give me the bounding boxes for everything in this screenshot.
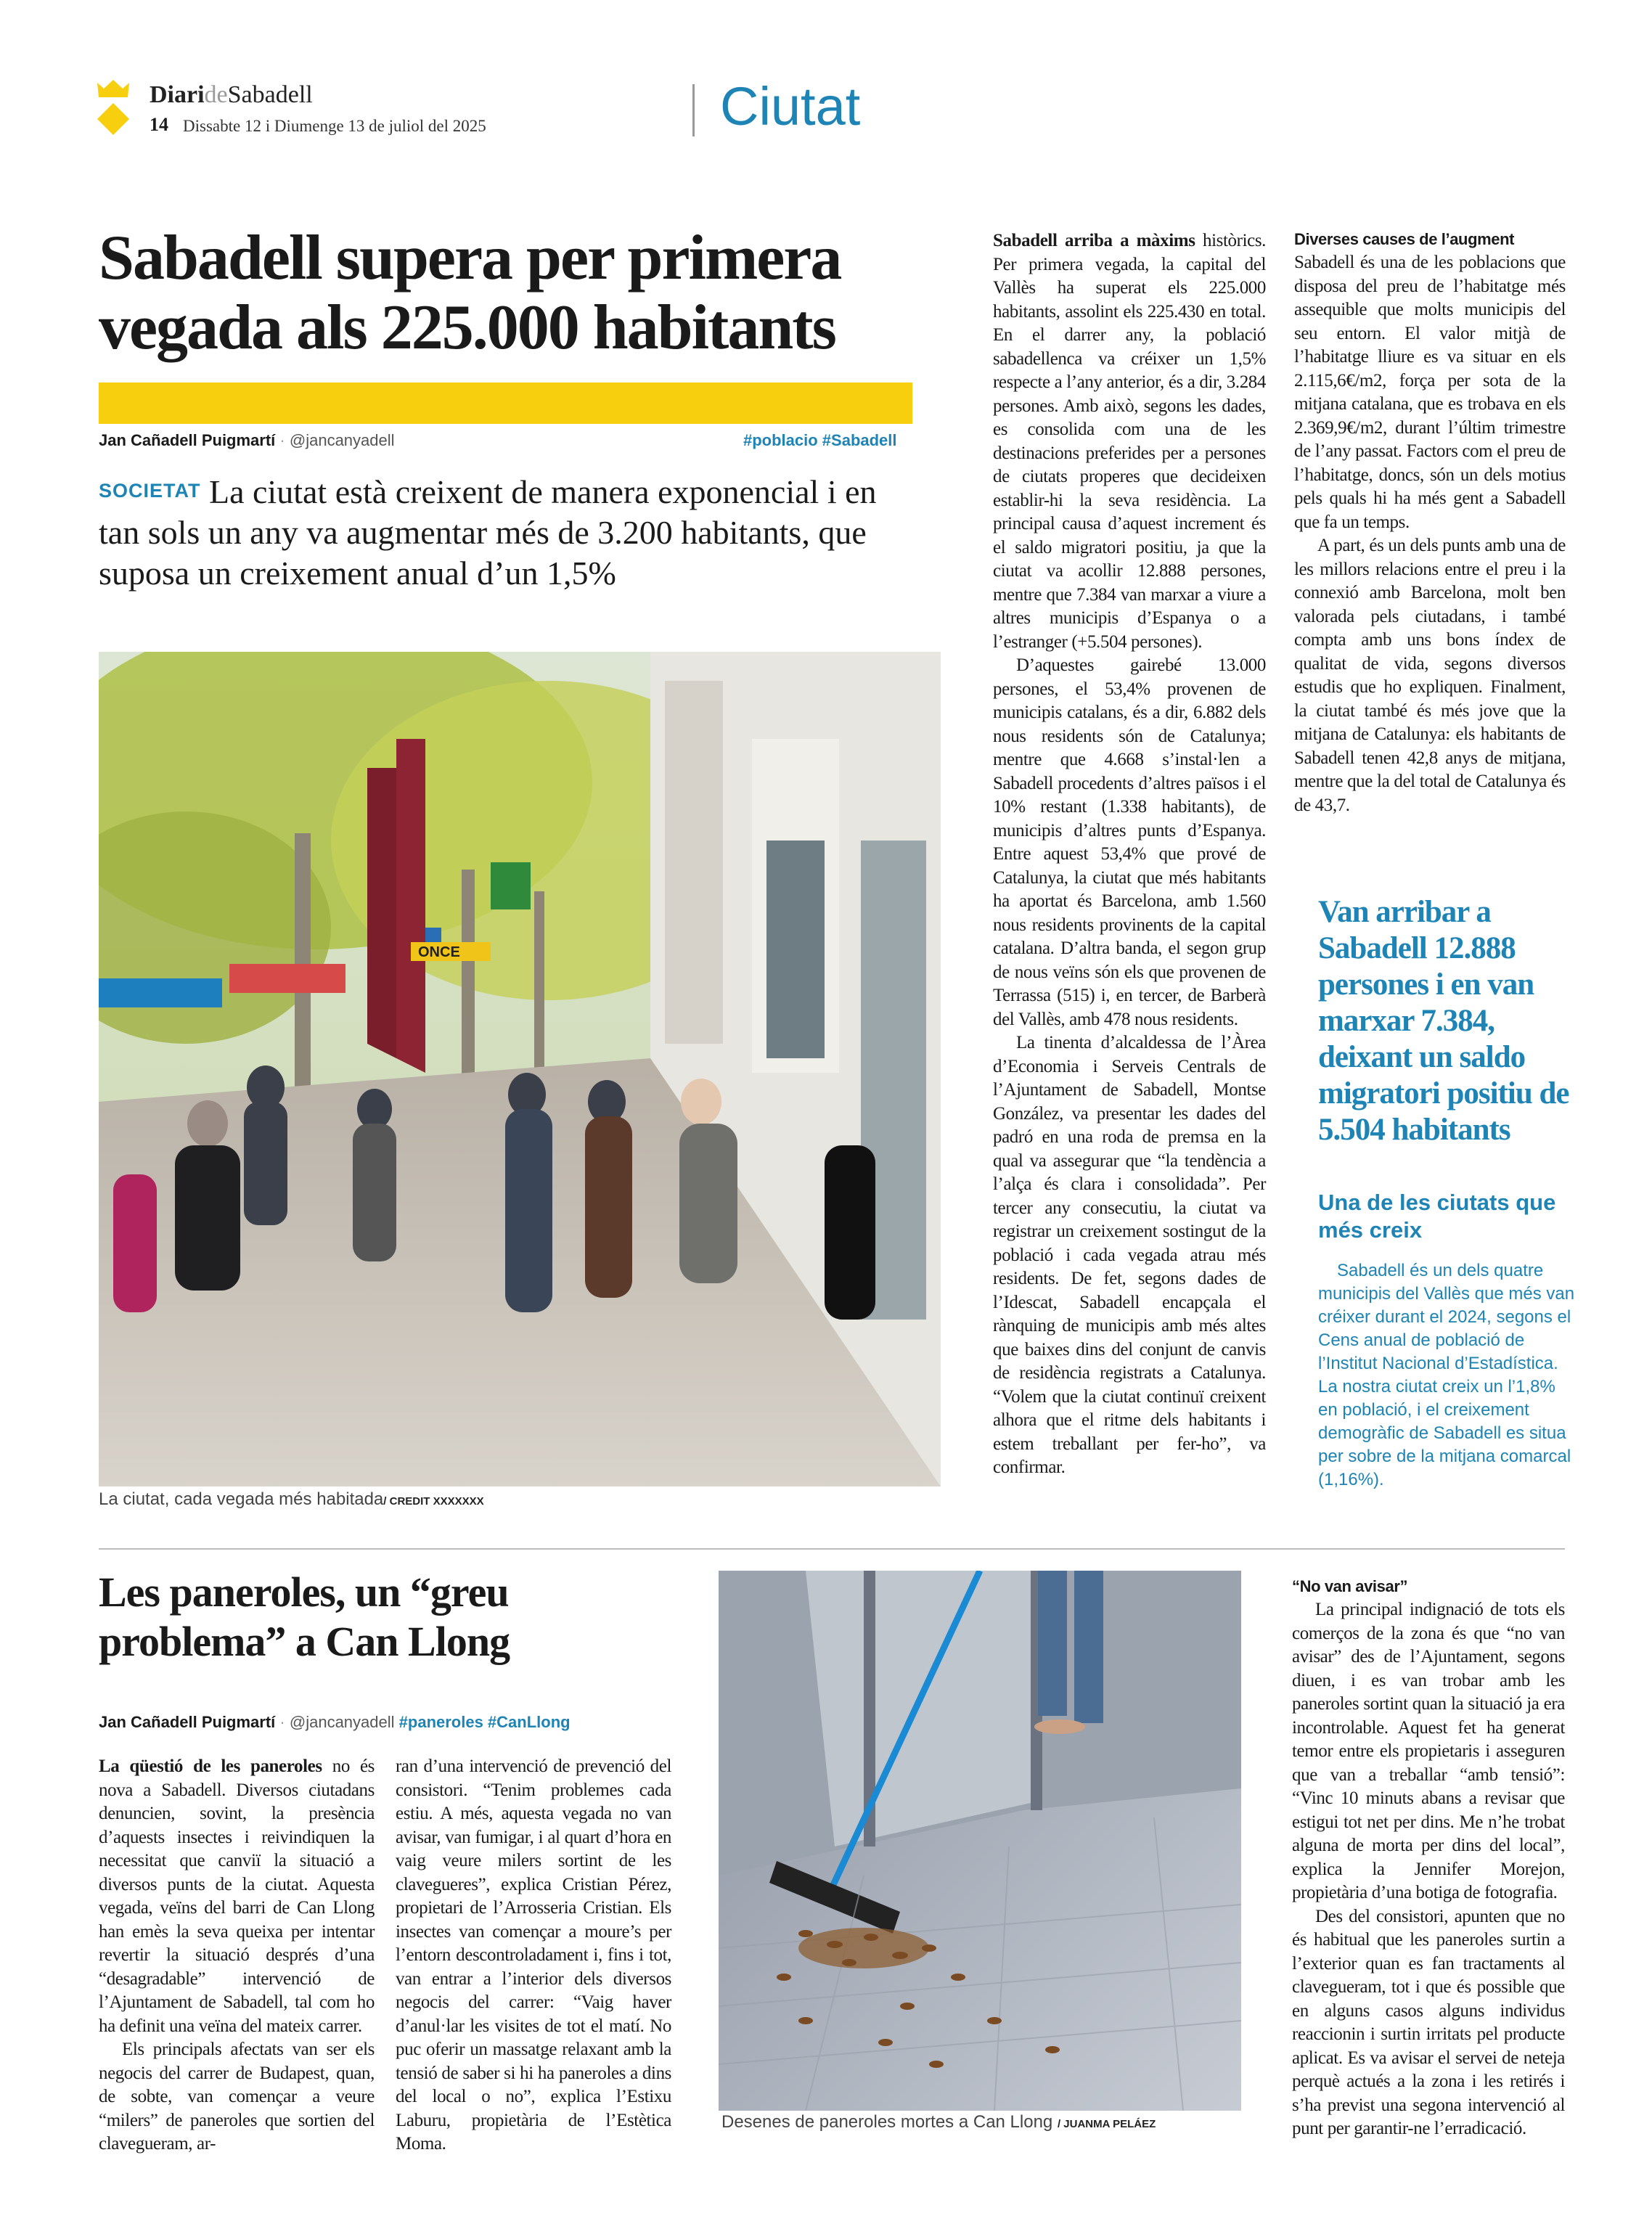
author-name: Jan Cañadell Puigmartí (99, 1713, 276, 1731)
column-subhead: “No van avisar” (1292, 1577, 1408, 1595)
lead-in: Sabadell arriba a màxims (993, 231, 1195, 250)
author-handle[interactable]: @jancanyadell (289, 431, 395, 449)
section-divider (692, 84, 695, 136)
article2-headline: Les paneroles, un “greu problema” a Can Llong (99, 1569, 510, 1665)
paragraph: Des del consistori, apunten que no és habitual que les paneroles surtin a l’exterior quan es fan tractaments al clavegueram, tot i que és possible que en alguns casos alguns individus reaccionin i surtin irritats pel producte aplicat. Es va avisar el servei de neteja perquè actués a la zona i les retirés i s’ha previst una segona intervenció al punt per garantir-ne l’erradicació. (1292, 1906, 1565, 2138)
paragraph: A part, és un dels punts amb una de les millors relacions entre el preu i la connexió amb Barcelona, molt ben valorada pels ciutadans, i també compta amb uns bons índex de qualitat de vida, segons diversos estudis que ho expliquen. Finalment, la ciutat també és més jove que la mitjana de Catalunya: els habitants de Sabadell tenen 42,8 anys de mitjana, mentre que la del total de Catalunya és de 43,7. (1294, 536, 1566, 815)
lede-text: La ciutat està creixent de manera exponencial i en tan sols un any va augmentar més de 3.200 habitants, que suposa un creixement anual d’un 1,5% (99, 473, 877, 592)
paragraph: Sabadell arriba a màxims històrics. Per primera vegada, la capital del Vallès ha superat els 225.000 habitants, assolint els 225.430 en total. En el darrer any, la població sabadellenca va créixer un 1,5% respecte a l’any anterior, és a dir, 3.284 persones. Amb això, segons les dades, es consolida com una de les destinacions preferides per a persones de ciutats properes que decideixen establir-hi la seva residència. La principal causa d’aquest increment és el saldo migratori positiu, ja que la ciutat va acollir 12.888 persones, mentre que 7.384 van marxar a viure a altres municipis d’Espanya o a l’estranger (+5.504 persones). (993, 231, 1266, 652)
column-subhead: Diverses causes de l’augment (1294, 230, 1515, 248)
article2-column-3 (1292, 1576, 1565, 2141)
byline-separator: · (279, 1713, 285, 1731)
issue-date: Dissabte 12 i Diumenge 13 de juliol del 2025 (183, 117, 486, 135)
paragraph: La qüestió de les paneroles no és nova a Sabadell. Diversos ciutadans denuncien, sovint, la presència d’aquests insectes i reivindiquen la necessitat que canviï la situació a diversos punts de la ciutat. Aquesta vegada, veïns del barri de Can Llong han emès la seva queixa per intentar revertir la situació després d’una “desagradable” intervenció de l’Ajuntament de Sabadell, tal com ho ha definit una veïna del mateix carrer. (99, 1756, 375, 2036)
once-sign: ONCE (418, 944, 460, 960)
article1-byline (99, 431, 395, 450)
paragraph: La principal indignació de tots els comerços de la zona és que “no van avisar” des de l’Ajuntament, segons diuen, i es van trobar amb les paneroles sortint quan la situació ja era incontrolable. Aquest fet ha generat temor entre els propietaris i asseguren que van a treballar “amb tensió”: “Vinc 10 minuts abans a revisar que estigui tot net per dins. Me n’he trobat alguna de morta per dins del local”, explica la Jennifer Morejon, propietària d’una botiga de fotografia. (1292, 1600, 1565, 1902)
photo2-caption (721, 2112, 1156, 2132)
newspaper-logo-icon (94, 78, 132, 136)
section-kicker: SOCIETAT (99, 480, 201, 502)
article1-column-2 (1294, 229, 1566, 817)
article2-column-2 (396, 1755, 671, 2156)
street-photo (99, 652, 941, 1486)
article1-lede (99, 470, 919, 594)
paragraph: Els principals afectats van ser els negocis del carrer de Budapest, quan, de sobte, van començar a veure “milers” de paneroles que sortien del clavegueram, ar- (99, 2040, 375, 2154)
article2-byline (99, 1713, 571, 1732)
article-divider (99, 1548, 1565, 1550)
caption-text: Desenes de paneroles mortes a Can Llong (721, 2112, 1053, 2132)
paragraph: La tinenta d’alcaldessa de l’Àrea d’Economia i Serveis Centrals de l’Ajuntament de Sabadell, Montse González, va presentar les dades del padró en una roda de premsa en la qual va assegurar que “la tendència a l’alça és clara i consolidada”. Per tercer any consecutiu, la ciutat va registrar un creixement sostingut de la població i cada vegada atrau més residents. De fet, segons dades de l’Idescat, Sabadell encapçala el rànquing de municipis amb més altes que baixes dins del conjunt de canvis de residència registrats a Catalunya. “Volem que la ciutat continuï creixent alhora que el ritme dels habitants i estem treballant per fer-ho”, va confirmar. (993, 1033, 1266, 1477)
page-number: 14 (150, 114, 168, 135)
article1-tags[interactable]: #poblacio #Sabadell (743, 431, 897, 449)
photo-credit: / JUANMA PELÁEZ (1057, 2118, 1156, 2130)
paragraph: D’aquestes gairebé 13.000 persones, el 53,4% provenen de municipis catalans, és a dir, 6.882 dels nous residents són de Catalunya; mentre que 4.668 s’instal·len a Sabadell procedents d’altres països i el 10% restant (1.338 habitants), de municipis d’altres punts d’Espanya. Entre aquest 53,4% que prové de Catalunya, la ciutat que més habitants ha aportat és Barcelona, amb 1.560 nous residents provinents de la capital catalana. D’altra banda, el segon grup de nous veïns són els que provenen de Terrassa (515) i, en tercer, de Barberà del Vallès, amb 478 nous residents. (993, 655, 1266, 1029)
article1-column-1 (993, 229, 1266, 1480)
sidebar-title: Una de les ciutats que més creix (1318, 1190, 1556, 1243)
cockroaches-photo (719, 1571, 1241, 2111)
photo-credit: / CREDIT XXXXXXX (383, 1495, 484, 1508)
headline-highlight-bar (99, 383, 912, 424)
sidebar-body: Sabadell és un dels quatre municipis del Vallès que més van créixer durant el 2024, segons el Cens anual de població de l’Institut Nacional d’Estadística. La nostra ciutat creix un l’1,8% en població, i el creixement demogràfic de Sabadell es situa per sobre de la mitjana comarcal (1,16%). (1318, 1261, 1575, 1489)
article2-column-1 (99, 1755, 375, 2156)
lead-in: La qüestió de les paneroles (99, 1756, 322, 1776)
photo1-caption (99, 1489, 484, 1510)
article1-headline: Sabadell supera per primera vegada als 225.000 habitants (99, 223, 841, 363)
author-name: Jan Cañadell Puigmartí (99, 431, 276, 449)
article2-tags[interactable]: #paneroles #CanLlong (398, 1713, 571, 1731)
section-title: Ciutat (720, 76, 861, 136)
byline-separator: · (279, 431, 285, 449)
newspaper-brand: DiarideSabadell (150, 81, 313, 108)
caption-text: La ciutat, cada vegada més habitada (99, 1489, 384, 1509)
pull-quote: Van arribar a Sabadell 12.888 persones i en van marxar 7.384, deixant un saldo migratori positiu de 5.504 habitants (1318, 895, 1569, 1147)
paragraph: ran d’una intervenció de prevenció del consistori. “Tenim problemes cada estiu. A més, aquesta vegada no van avisar, van fumigar, i al quart d’hora en vaig veure milers sortint de les clavegueres”, explica Cristian Pérez, propietari de l’Arrosseria Cristian. Els insectes van començar a moure’s per l’entorn descontroladament i, fins i tot, van entrar a l’interior dels diversos negocis del carrer: “Vaig haver d’anul·lar les visites de tot el matí. No puc oferir un massatge relaxant amb la tensió de saber si hi ha paneroles a dins del local o no”, explica l’Estixu Laburu, propietària de l’Estètica Moma. (396, 1756, 671, 2154)
author-handle[interactable]: @jancanyadell (289, 1713, 395, 1731)
paragraph: Sabadell és una de les poblacions que disposa del preu de l’habitatge més assequible que molts municipis del seu entorn. El valor mitjà de l’habitatge lliure es va situar en els 2.115,6€/m2, força per sota de la mitjana catalana, que es trobava en els 2.369,9€/m2, durant l’últim trimestre de l’any passat. Factors com el preu de l’habitatge, doncs, són un dels motius pels quals hi ha més gent a Sabadell que fa un temps. (1294, 253, 1566, 532)
